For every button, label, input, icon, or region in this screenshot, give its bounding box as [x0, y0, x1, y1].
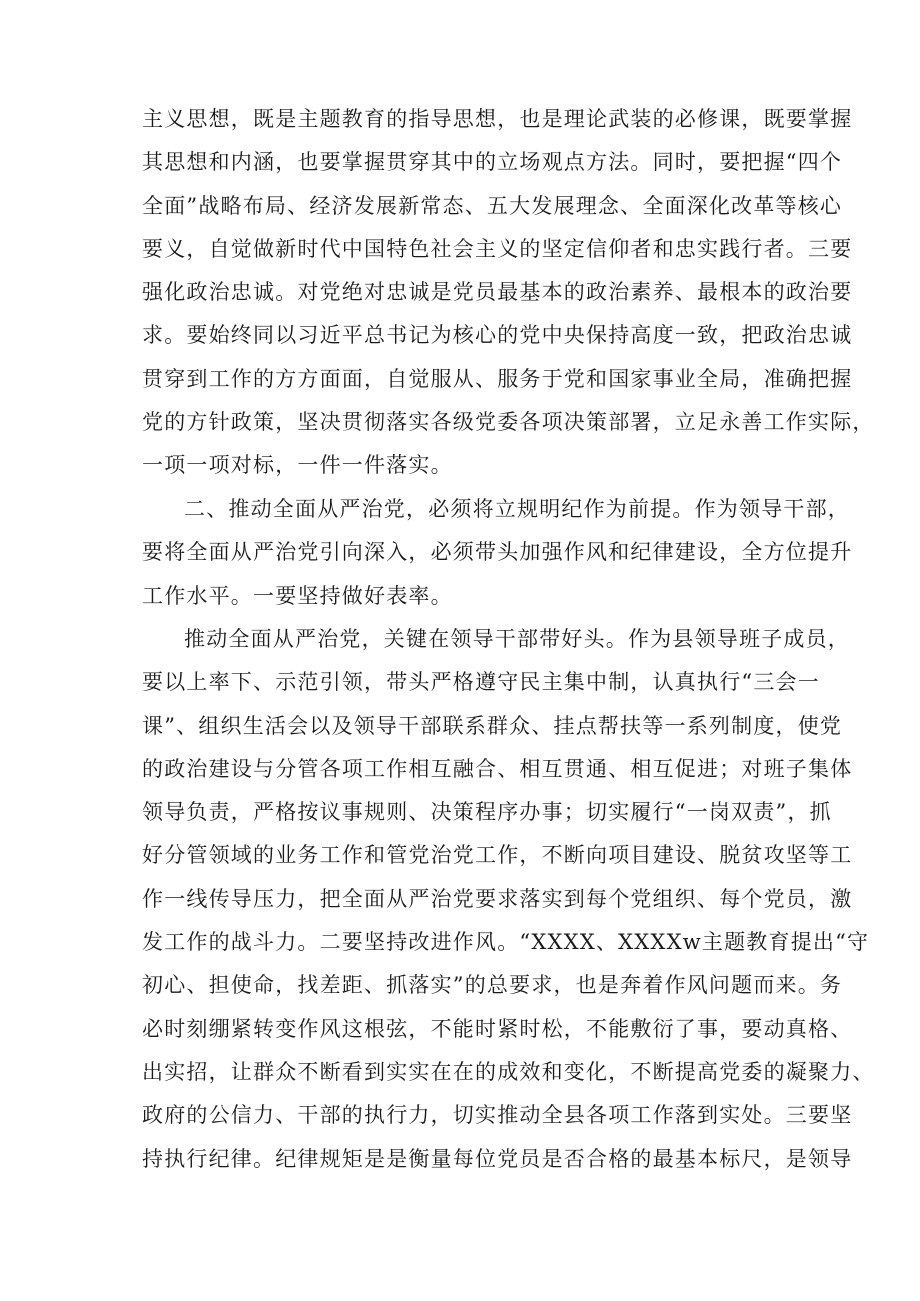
paragraph-line: 主义思想，既是主题教育的指导思想，也是理论武装的必修课，既要掌握 — [142, 107, 853, 131]
paragraph-line: 要以上率下、示范引领，带头严格遵守民主集中制，认真执行“三会一 — [142, 670, 820, 695]
paragraph-line: 求。要始终同以习近平总书记为核心的党中央保持高度一致，把政治忠诚 — [142, 323, 853, 348]
paragraph-2 — [142, 488, 853, 618]
paragraph-line: 好分管领域的业务工作和管党治党工作，不断向项目建设、脱贫攻坚等工 — [142, 843, 853, 868]
paragraph-line: 贯穿到工作的方方面面，自觉服从、服务于党和国家事业全局，准确把握 — [142, 366, 853, 391]
paragraph-line: 政府的公信力、干部的执行力，切实推动全县各项工作落到实处。三要坚 — [142, 1103, 853, 1128]
paragraph-line: 必时刻绷紧转变作风这根弦，不能时紧时松，不能敷衍了事，要动真格、 — [142, 1016, 853, 1041]
paragraph-line: 党的方针政策，坚决贯彻落实各级党委各项决策部署，立足永善工作实际， — [142, 410, 875, 435]
paragraph-line: 强化政治忠诚。对党绝对忠诚是党员最基本的政治素养、最根本的政治要 — [142, 280, 853, 305]
paragraph-line: 工作水平。一要坚持做好表率。 — [142, 583, 453, 608]
paragraph-3 — [142, 618, 875, 1181]
paragraph-line: 要义，自觉做新时代中国特色社会主义的坚定信仰者和忠实践行者。三要 — [142, 236, 853, 261]
paragraph-line: 二、推动全面从严治党，必须将立规明纪作为前提。作为领导干部， — [184, 497, 850, 521]
paragraph-line: 其思想和内涵，也要掌握贯穿其中的立场观点方法。同时，要把握“四个 — [142, 150, 843, 175]
paragraph-line: 的政治建设与分管各项工作相互融合、相互贯通、相互促进；对班子集体 — [142, 756, 853, 781]
paragraph-line: 出实招，让群众不断看到实实在在的成效和变化，不断提高党委的凝聚力、 — [142, 1059, 875, 1084]
paragraph-line: 推动全面从严治党，关键在领导干部带好头。作为县领导班子成员， — [184, 627, 850, 651]
paragraph-line: 全面”战略布局、经济发展新常态、五大发展理念、全面深化改革等核心 — [142, 193, 843, 218]
paragraph-line: 持执行纪律。纪律规矩是是衡量每位党员是否合格的最基本标尺，是领导 — [142, 1146, 853, 1171]
paragraph-line: 一项一项对标，一件一件落实。 — [142, 453, 453, 478]
paragraph-line: 作一线传导压力，把全面从严治党要求落实到每个党组织、每个党员，激 — [142, 886, 853, 911]
paragraph-line: 领导负责，严格按议事规则、决策程序办事；切实履行“一岗双责”，抓 — [142, 800, 832, 825]
paragraph-line: 课”、组织生活会以及领导干部联系群众、挂点帮扶等一系列制度，使党 — [142, 713, 843, 738]
paragraph-line: 初心、担使命，找差距、抓落实”的总要求，也是奔着作风问题而来。务 — [142, 973, 843, 998]
paragraph-line: 要将全面从严治党引向深入，必须带头加强作风和纪律建设，全方位提升 — [142, 540, 853, 565]
paragraph-1 — [142, 98, 875, 488]
paragraph-line: 发工作的战斗力。二要坚持改进作风。“XXXX、XXXXw主题教育提出“守 — [142, 930, 870, 955]
